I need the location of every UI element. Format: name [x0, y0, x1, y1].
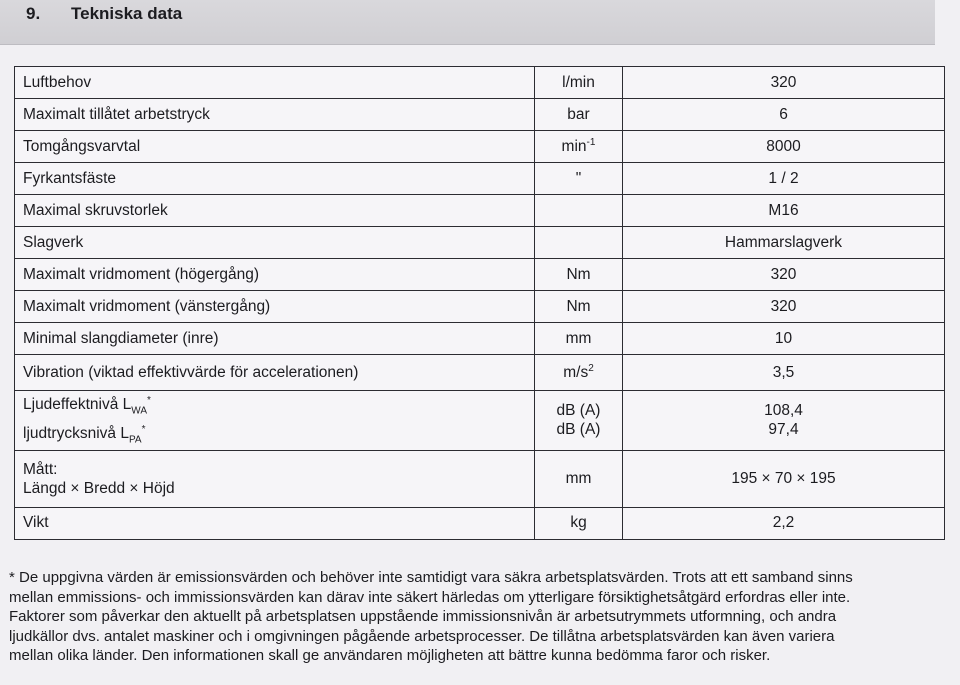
row-label: Luftbehov [15, 67, 535, 99]
row-value: 2,2 [623, 507, 945, 539]
table-row [15, 195, 945, 227]
row-value: M16 [623, 195, 945, 227]
row-label: Tomgångsvarvtal [15, 131, 535, 163]
row-unit [535, 227, 623, 259]
row-label: Vikt [15, 507, 535, 539]
table-row [15, 99, 945, 131]
row-unit: l/min [535, 67, 623, 99]
table-row [15, 391, 945, 451]
label-superscript: * [141, 424, 146, 436]
label-text: Ljudeffektnivå L [23, 396, 132, 414]
row-unit: " [535, 163, 623, 195]
label-line: Mått: [23, 460, 58, 478]
row-unit: Nm [535, 259, 623, 291]
table-row [15, 131, 945, 163]
row-value: Hammarslagverk [623, 227, 945, 259]
unit-base: m/s [563, 364, 589, 382]
unit-line: dB (A) [556, 421, 601, 439]
row-unit [535, 355, 623, 391]
table-row [15, 355, 945, 391]
footnote-line: Faktorer som påverkar den aktuellt på arbetsplatsen uppstående immissionsnivån är arbetsutrymmets utformning, och andra [9, 608, 837, 626]
row-value: 320 [623, 67, 945, 99]
row-value: 320 [623, 259, 945, 291]
footnote-line: ljudkällor dvs. antalet maskiner och i omgivningen pågående arbetsprocesser. De tillåtna arbetsplatsvärden kan även variera [9, 627, 835, 645]
row-unit [535, 131, 623, 163]
row-label: Fyrkantsfäste [15, 163, 535, 195]
unit-superscript: -1 [586, 136, 596, 148]
table-row [15, 67, 945, 99]
row-value: 320 [623, 291, 945, 323]
row-value: 195 × 70 × 195 [623, 450, 945, 507]
row-unit: Nm [535, 291, 623, 323]
row-unit [535, 391, 623, 451]
row-label: Minimal slangdiameter (inre) [15, 323, 535, 355]
section-header [0, 0, 935, 45]
table-row [15, 259, 945, 291]
sound-pressure-label [23, 420, 526, 449]
unit-line: dB (A) [556, 402, 601, 420]
label-line: Längd × Bredd × Höjd [23, 479, 175, 497]
value-line: 108,4 [764, 402, 803, 420]
table-row [15, 163, 945, 195]
row-label: Slagverk [15, 227, 535, 259]
table-row [15, 323, 945, 355]
label-subscript: WA [131, 405, 148, 417]
row-unit: kg [535, 507, 623, 539]
footnote [9, 568, 954, 666]
row-label: Maximalt vridmoment (högergång) [15, 259, 535, 291]
value-line: 97,4 [768, 421, 799, 439]
footnote-line: mellan olika länder. Den informationen skall ge användaren möjligheten att bättre kunna bedömma faror och risker. [9, 647, 771, 665]
row-value: 6 [623, 99, 945, 131]
row-unit: mm [535, 450, 623, 507]
row-unit: bar [535, 99, 623, 131]
unit-base: min [561, 138, 587, 156]
technical-data-table [14, 66, 945, 540]
row-value: 10 [623, 323, 945, 355]
row-value: 8000 [623, 131, 945, 163]
table-row [15, 227, 945, 259]
row-label: Vibration (viktad effektivvärde för accelerationen) [15, 355, 535, 391]
row-label: Maximalt vridmoment (vänstergång) [15, 291, 535, 323]
row-label [15, 450, 535, 507]
row-label [15, 391, 535, 451]
footnote-line: mellan emmissions- och immissionsvärden kan därav inte säkert härledas om ytterligare försiktighetsåtgärd erfordras eller inte. [9, 588, 851, 606]
sound-power-label [23, 391, 526, 420]
row-value: 3,5 [623, 355, 945, 391]
row-label: Maximalt tillåtet arbetstryck [15, 99, 535, 131]
label-subscript: PA [128, 434, 142, 446]
row-unit [535, 195, 623, 227]
row-value: 1 / 2 [623, 163, 945, 195]
section-title: Tekniska data [71, 4, 183, 23]
section-number: 9. [26, 4, 41, 23]
table-row [15, 450, 945, 507]
table-row [15, 507, 945, 539]
unit-superscript: 2 [588, 362, 594, 374]
row-label: Maximal skruvstorlek [15, 195, 535, 227]
row-value [623, 391, 945, 451]
footnote-line: * De uppgivna värden är emissionsvärden och behöver inte samtidigt vara säkra arbetsplatsvärden. Trots att ett samband sinns [9, 569, 853, 586]
table-row [15, 291, 945, 323]
label-text: ljudtrycksnivå L [23, 425, 129, 443]
row-unit: mm [535, 323, 623, 355]
label-superscript: * [147, 395, 151, 406]
